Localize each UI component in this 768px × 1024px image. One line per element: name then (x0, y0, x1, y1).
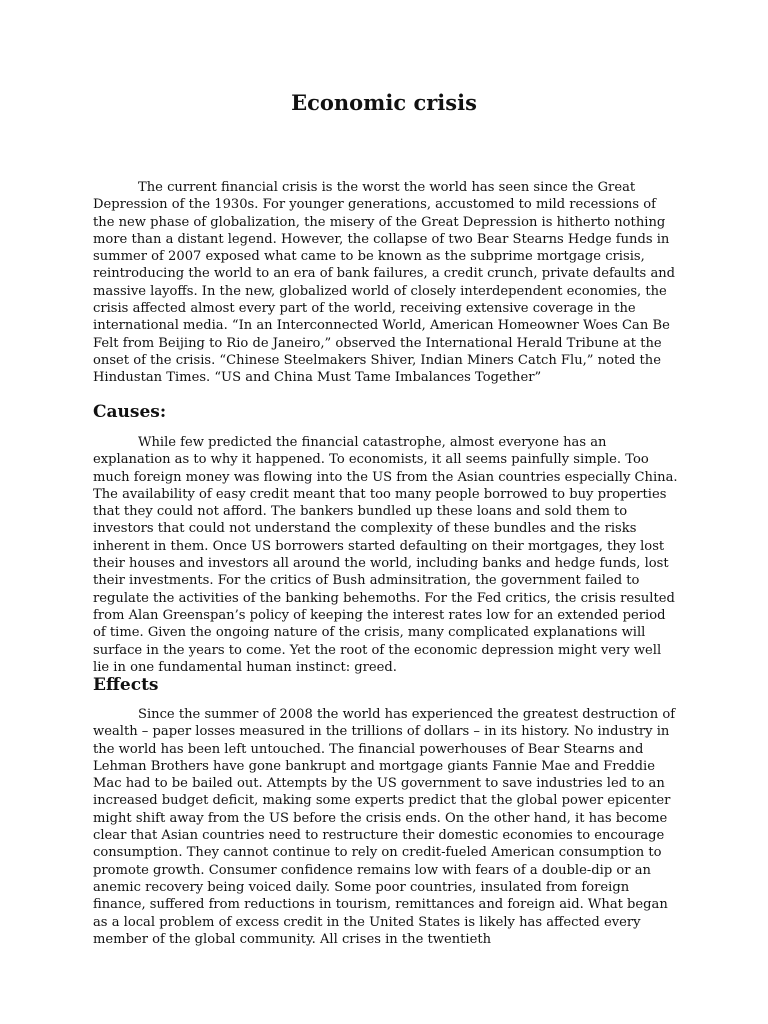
causes-section (93, 434, 678, 676)
effects-section (93, 706, 678, 948)
intro-paragraph: The current financial crisis is the worst the world has seen since the Great Depression of the 1930s. For younger generations, accustomed to mild recessions of the new phase of globalization, the misery of the Great Depression is hitherto nothing more than a distant legend. However, the collapse of two Bear Stearns Hedge funds in summer of 2007 exposed what came to be known as the subprime mortgage crisis, reintroducing the world to an era of bank failures, a credit crunch, private defaults and massive layoffs. In the new, globalized world of closely interdependent economies, the crisis affected almost every part of the world, receiving extensive coverage in the international media. “In an Interconnected World, American Homeowner Woes Can Be Felt from Beijing to Rio de Janeiro,” observed the International Herald Tribune at the onset of the crisis. “Chinese Steelmakers Shiver, Indian Miners Catch Flu,” noted the Hindustan Times. “US and China Must Tame Imbalances Together” (93, 180, 676, 386)
causes-heading: Causes: (93, 402, 167, 422)
intro-section (93, 179, 678, 387)
effects-heading: Effects (93, 675, 159, 695)
effects-paragraph: Since the summer of 2008 the world has experienced the greatest destruction of wealth – paper losses measured in the trillions of dollars – in its history. No industry in the world has been left untouched. The financial powerhouses of Bear Stearns and Lehman Brothers have gone bankrupt and mortgage giants Fannie Mae and Freddie Mac had to be bailed out. Attempts by the US government to save industries led to an increased budget deficit, making some experts predict that the global power epicenter might shift away from the US before the crisis ends. On the other hand, it has become clear that Asian countries need to restructure their domestic economies to encourage consumption. They cannot continue to rely on credit-fueled American consumption to promote growth. Consumer confidence remains low with fears of a double-dip or an anemic recovery being voiced daily. Some poor countries, insulated from foreign finance, suffered from reductions in tourism, remittances and foreign aid. What began as a local problem of excess credit in the United States is likely has affected every member of the global community. All crises in the twentieth (93, 707, 676, 947)
causes-paragraph: While few predicted the financial catastrophe, almost everyone has an explanation as to why it happened. To economists, it all seems painfully simple. Too much foreign money was flowing into the US from the Asian countries especially China. The availability of easy credit meant that too many people borrowed to buy properties that they could not afford. The bankers bundled up these loans and sold them to investors that could not understand the complexity of these bundles and the risks inherent in them. Once US borrowers started defaulting on their mortgages, they lost their houses and investors all around the world, including banks and hedge funds, lost their investments. For the critics of Bush adminsitration, the government failed to regulate the activities of the banking behemoths. For the Fed critics, the crisis resulted from Alan Greenspan’s policy of keeping the interest rates low for an extended period of time. Given the ongoing nature of the crisis, many complicated explanations will surface in the years to come. Yet the root of the economic depression might very well lie in one fundamental human instinct: greed. (93, 435, 678, 675)
document-title: Economic crisis (291, 90, 477, 115)
